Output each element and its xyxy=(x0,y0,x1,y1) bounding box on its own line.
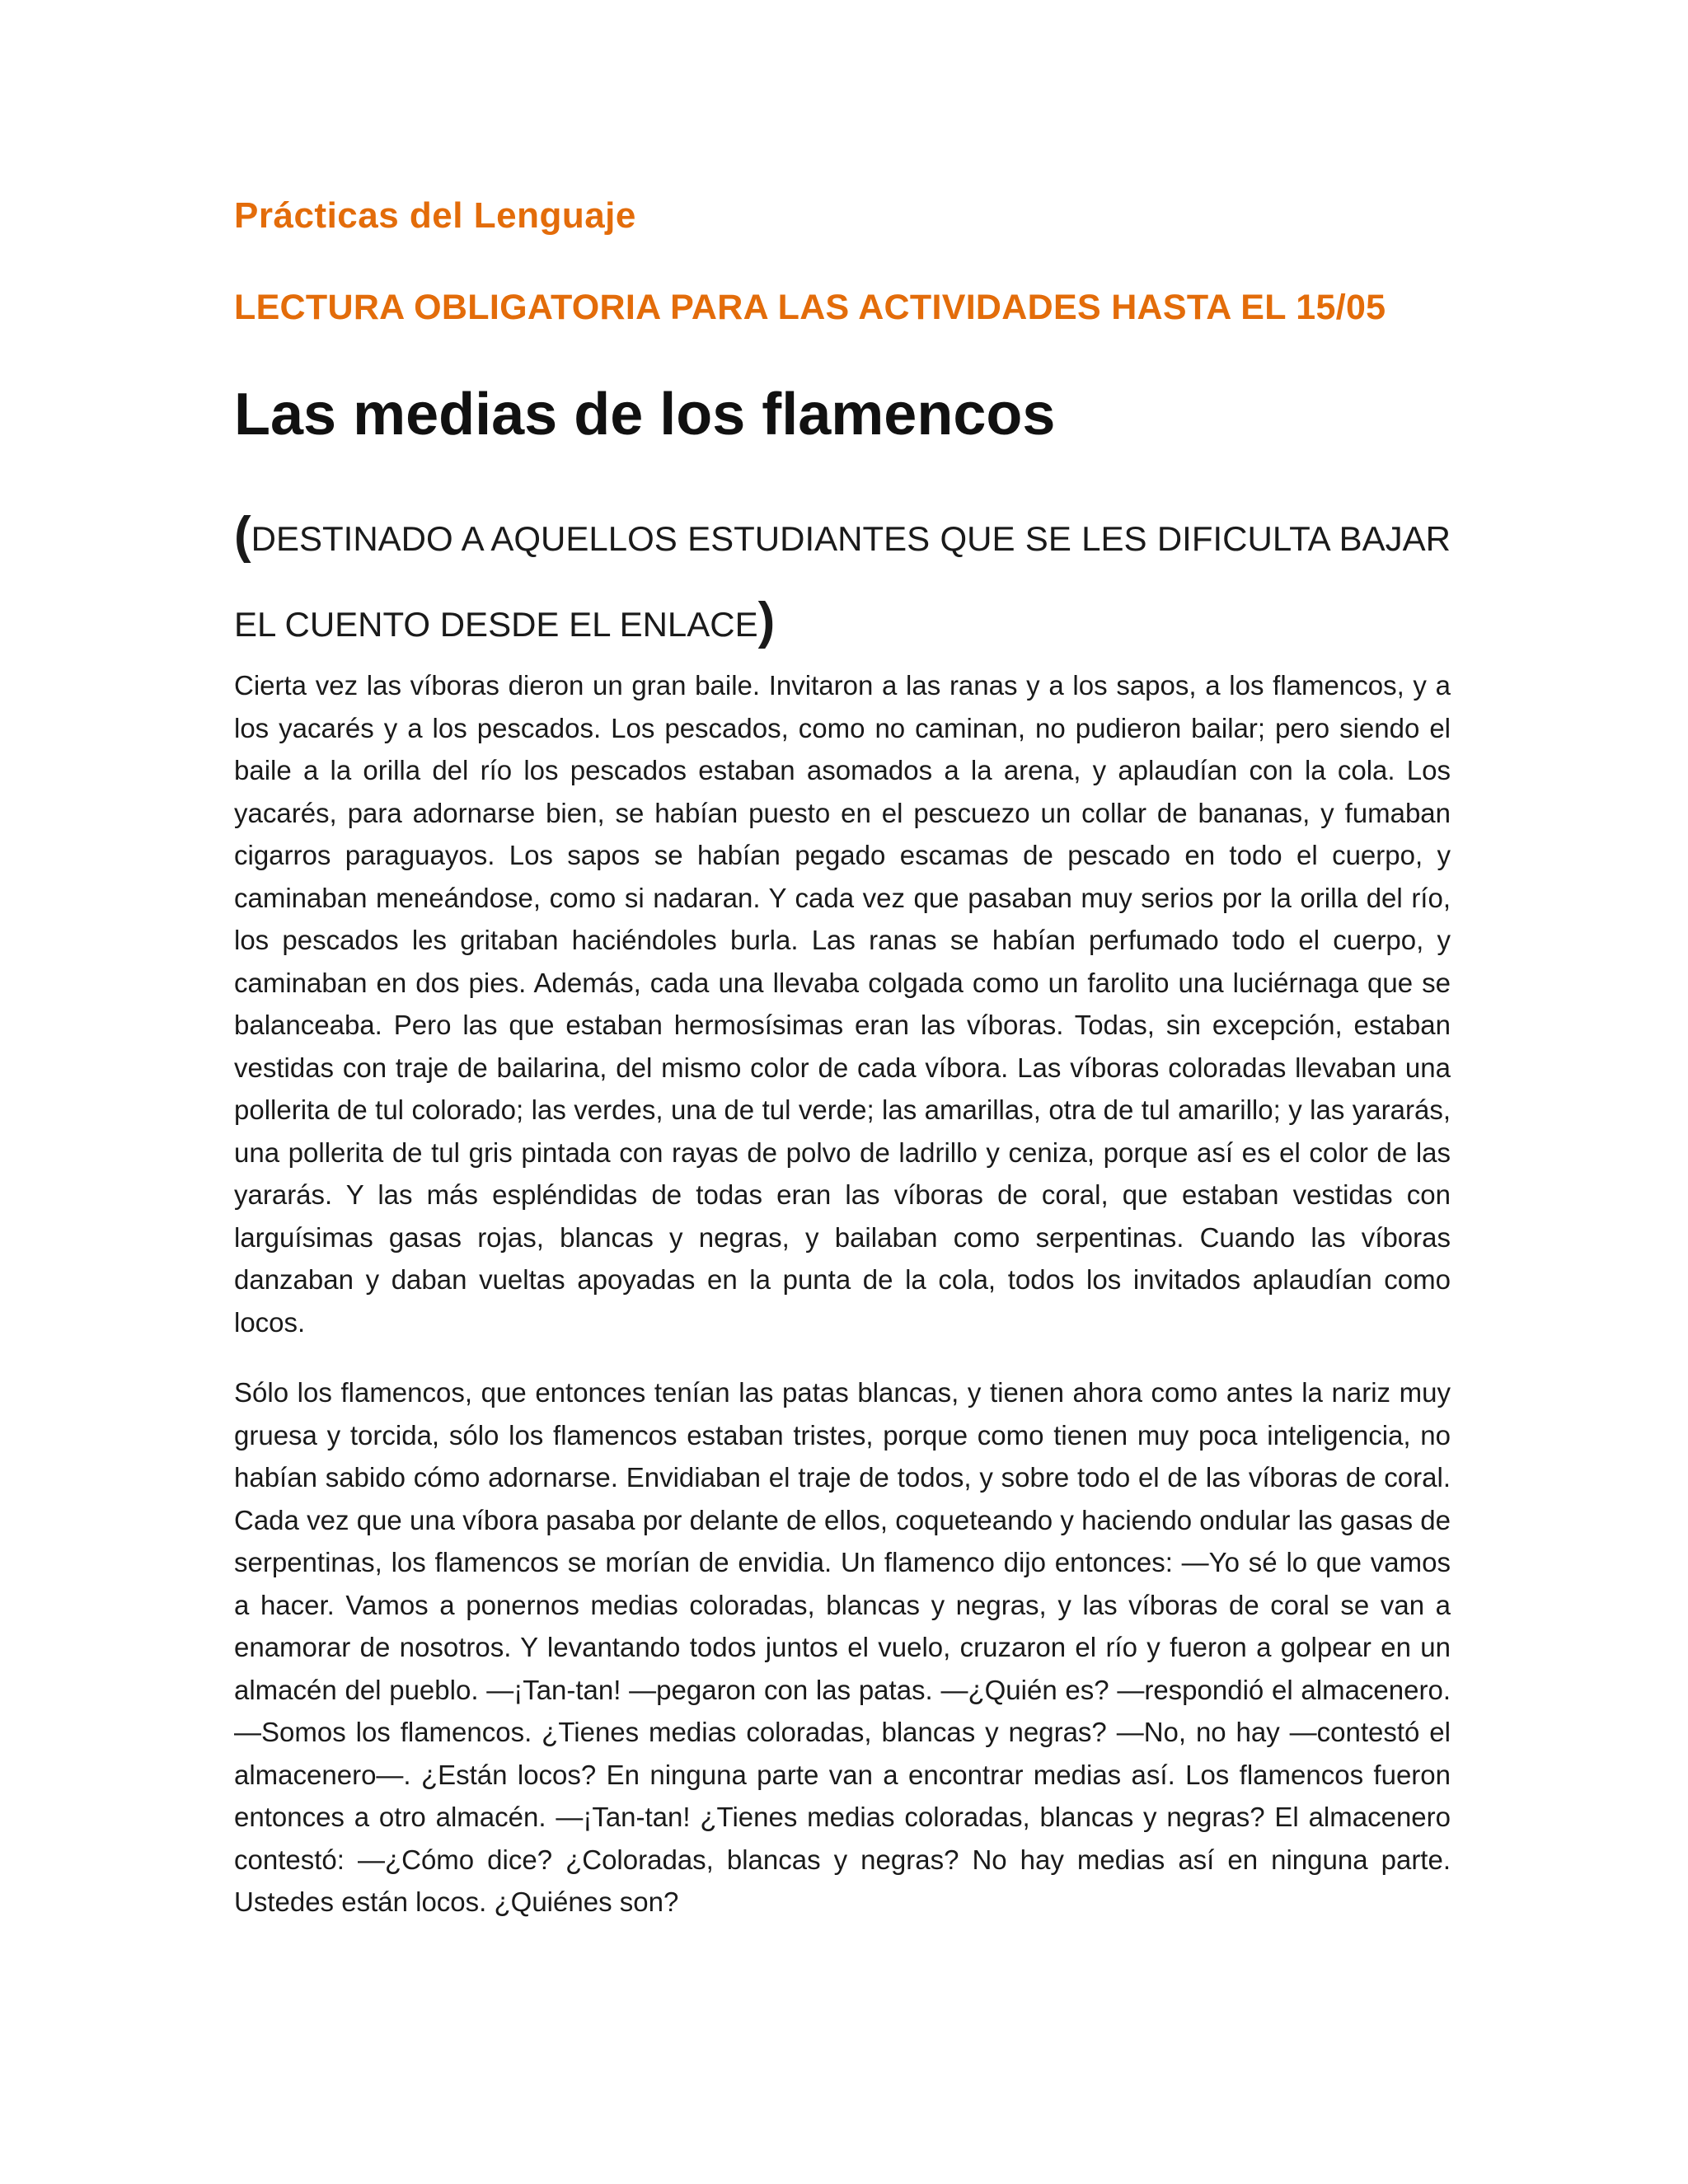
story-title: Las medias de los flamencos xyxy=(234,382,1056,448)
story-body xyxy=(234,664,1451,1952)
audience-close-paren: ) xyxy=(757,593,776,649)
subject-heading: Prácticas del Lenguaje xyxy=(234,195,636,236)
audience-note-text: DESTINADO A AQUELLOS ESTUDIANTES QUE SE LES DIFICULTA BAJAR EL CUENTO DESDE EL ENLACE xyxy=(234,519,1451,644)
reading-notice-heading: LECTURA OBLIGATORIA PARA LAS ACTIVIDADES HASTA EL 15/05 xyxy=(234,288,1386,327)
story-paragraph-1: Cierta vez las víboras dieron un gran baile. Invitaron a las ranas y a los sapos, a los flamencos, y a los yacarés y a los pescados. Los pescados, como no caminan, no pudieron bailar; pero siendo el baile a la orilla del río los pescados estaban asomados a la arena, y aplaudían con la cola. Los yacarés, para adornarse bien, se habían puesto en el pescuezo un collar de bananas, y fumaban cigarros paraguayos. Los sapos se habían pegado escamas de pescado en todo el cuerpo, y caminaban meneándose, como si nadaran. Y cada vez que pasaban muy serios por la orilla del río, los pescados les gritaban haciéndoles burla. Las ranas se habían perfumado todo el cuerpo, y caminaban en dos pies. Además, cada una llevaba colgada como un farolito una luciérnaga que se balanceaba. Pero las que estaban hermosísimas eran las víboras. Todas, sin excepción, estaban vestidas con traje de bailarina, del mismo color de cada víbora. Las víboras coloradas llevaban una pollerita de tul colorado; las verdes, una de tul verde; las amarillas, otra de tul amarillo; y las yararás, una pollerita de tul gris pintada con rayas de polvo de ladrillo y ceniza, porque así es el color de las yararás. Y las más espléndidas de todas eran las víboras de coral, que estaban vestidas con larguísimas gasas rojas, blancas y negras, y bailaban como serpentinas. Cuando las víboras danzaban y daban vueltas apoyadas en la punta de la cola, todos los invitados aplaudían como locos. xyxy=(234,670,1451,1338)
audience-note xyxy=(234,494,1451,666)
story-paragraph-2: Sólo los flamencos, que entonces tenían las patas blancas, y tienen ahora como antes la nariz muy gruesa y torcida, sólo los flamencos estaban tristes, porque como tienen muy poca inteligencia, no habían sabido cómo adornarse. Envidiaban el traje de todos, y sobre todo el de las víboras de coral. Cada vez que una víbora pasaba por delante de ellos, coqueteando y haciendo ondular las gasas de serpentinas, los flamencos se morían de envidia. Un flamenco dijo entonces: —Yo sé lo que vamos a hacer. Vamos a ponernos medias coloradas, blancas y negras, y las víboras de coral se van a enamorar de nosotros. Y levantando todos juntos el vuelo, cruzaron el río y fueron a golpear en un almacén del pueblo. —¡Tan-tan! —pegaron con las patas. —¿Quién es? —respondió el almacenero. —Somos los flamencos. ¿Tienes medias coloradas, blancas y negras? —No, no hay —contestó el almacenero—. ¿Están locos? En ninguna parte van a encontrar medias así. Los flamencos fueron entonces a otro almacén. —¡Tan-tan! ¿Tienes medias coloradas, blancas y negras? El almacenero contestó: —¿Cómo dice? ¿Coloradas, blancas y negras? No hay medias así en ninguna parte. Ustedes están locos. ¿Quiénes son? xyxy=(234,1377,1451,1917)
audience-open-paren: ( xyxy=(234,507,251,564)
document-page xyxy=(234,0,1451,2184)
